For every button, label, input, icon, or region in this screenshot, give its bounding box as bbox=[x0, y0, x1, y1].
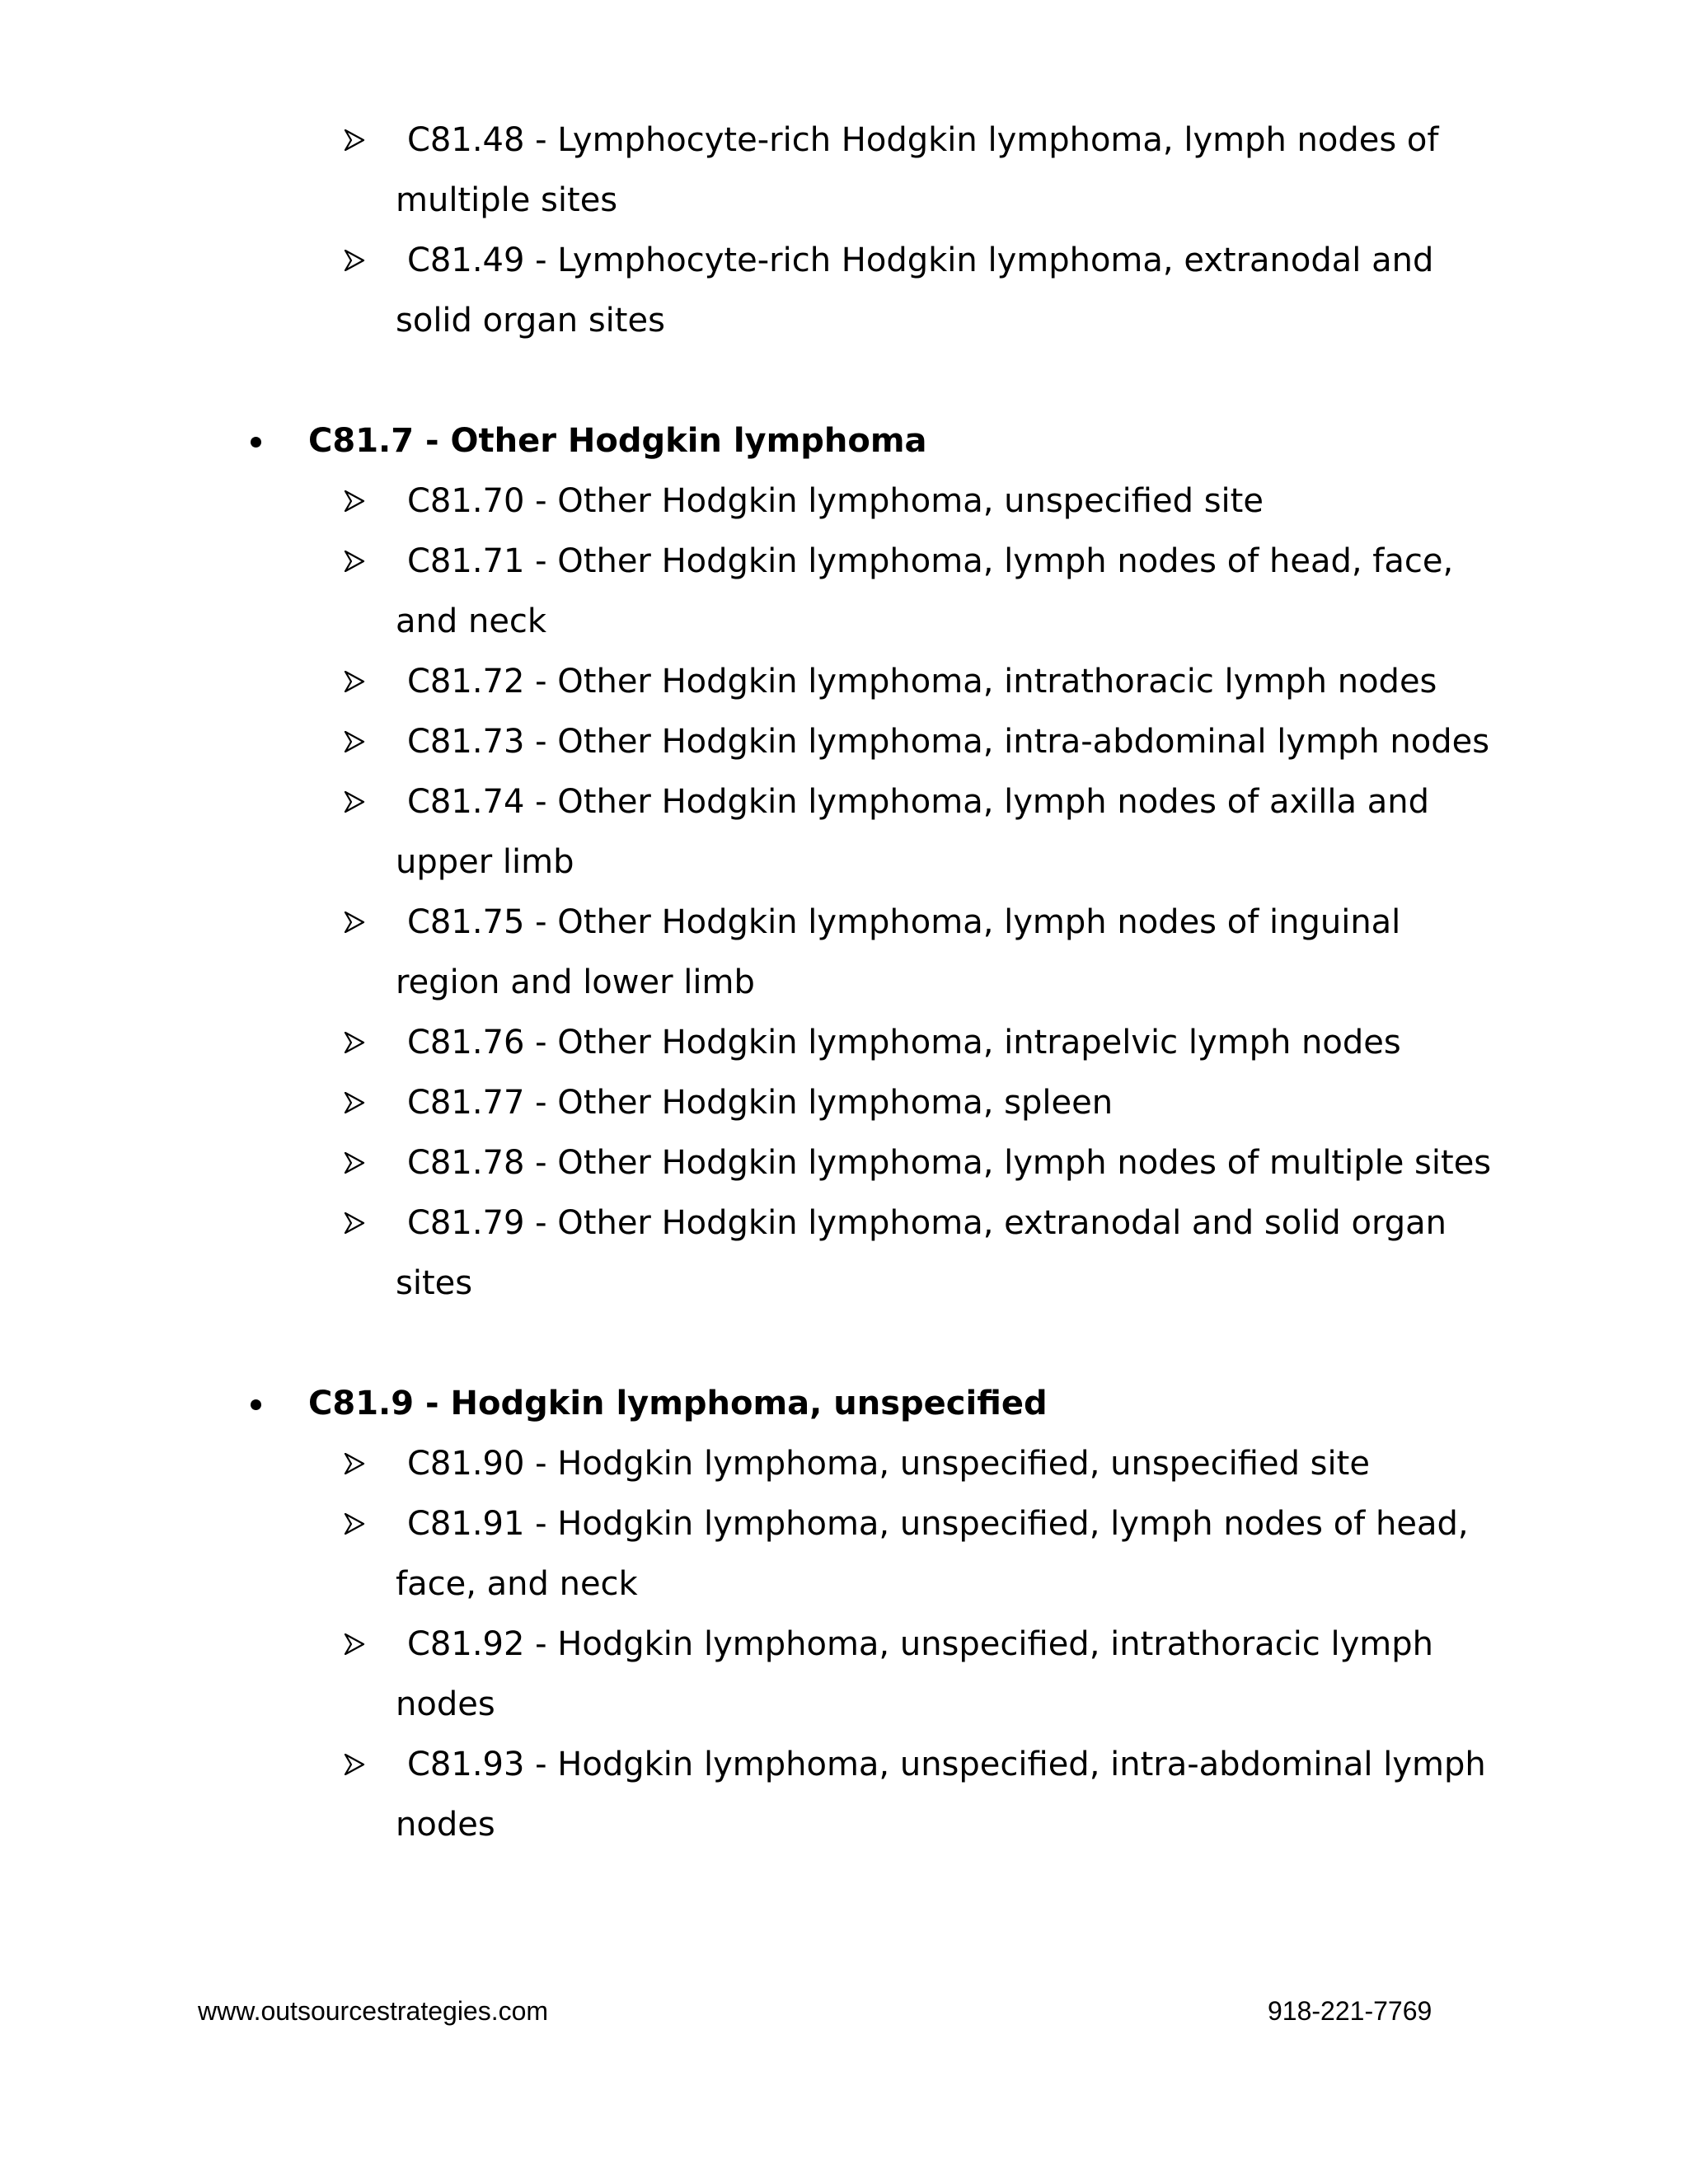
footer-phone: 918-221-7769 bbox=[1268, 1996, 1432, 2026]
section-heading bbox=[308, 411, 1688, 471]
arrow-bullet-icon bbox=[344, 1735, 368, 1795]
list-item-text: C81.92 - Hodgkin lymphoma, unspecified, intrathoracic lymph nodes bbox=[396, 1625, 1433, 1723]
list-item-text: C81.93 - Hodgkin lymphoma, unspecified, intra-abdominal lymph nodes bbox=[396, 1746, 1486, 1844]
arrow-bullet-icon bbox=[344, 110, 368, 171]
arrow-bullet-icon bbox=[344, 652, 368, 712]
list-item bbox=[396, 1615, 1504, 1735]
list-item bbox=[396, 1735, 1504, 1855]
footer-website[interactable]: www.outsourcestrategies.com bbox=[198, 1996, 549, 2026]
list-item bbox=[396, 1193, 1504, 1314]
arrow-bullet-icon bbox=[344, 1013, 368, 1073]
list-item-text: C81.79 - Other Hodgkin lymphoma, extranodal and solid organ sites bbox=[396, 1204, 1447, 1302]
section-c81-9 bbox=[0, 1374, 1688, 1855]
intro-list bbox=[0, 110, 1688, 351]
arrow-bullet-icon bbox=[344, 471, 368, 532]
list-item-text: C81.48 - Lymphocyte-rich Hodgkin lymphoma, lymph nodes of multiple sites bbox=[396, 121, 1439, 219]
arrow-bullet-icon bbox=[344, 772, 368, 832]
list-item-text: C81.71 - Other Hodgkin lymphoma, lymph nodes of head, face, and neck bbox=[396, 542, 1454, 640]
list-item-text: C81.76 - Other Hodgkin lymphoma, intrapelvic lymph nodes bbox=[407, 1024, 1401, 1062]
arrow-bullet-icon bbox=[344, 1434, 368, 1494]
arrow-bullet-icon bbox=[344, 231, 368, 291]
list-item bbox=[396, 1434, 1504, 1494]
code-list bbox=[0, 471, 1688, 1314]
list-item bbox=[396, 231, 1504, 351]
list-item-text: C81.78 - Other Hodgkin lymphoma, lymph nodes of multiple sites bbox=[407, 1144, 1492, 1182]
arrow-bullet-icon bbox=[344, 1615, 368, 1675]
arrow-bullet-icon bbox=[344, 893, 368, 953]
code-list bbox=[0, 1434, 1688, 1855]
list-item bbox=[396, 1494, 1504, 1615]
section-heading-text: C81.7 - Other Hodgkin lymphoma bbox=[308, 422, 927, 460]
list-item-text: C81.72 - Other Hodgkin lymphoma, intrathoracic lymph nodes bbox=[407, 663, 1437, 701]
list-item-text: C81.49 - Lymphocyte-rich Hodgkin lymphoma, extranodal and solid organ sites bbox=[396, 241, 1434, 340]
arrow-bullet-icon bbox=[344, 1133, 368, 1193]
arrow-bullet-icon bbox=[344, 712, 368, 772]
list-item bbox=[396, 1073, 1504, 1133]
list-item bbox=[396, 1013, 1504, 1073]
list-item bbox=[396, 471, 1504, 532]
arrow-bullet-icon bbox=[344, 1494, 368, 1554]
list-item-text: C81.70 - Other Hodgkin lymphoma, unspecified site bbox=[407, 482, 1264, 520]
section-heading bbox=[308, 1374, 1688, 1434]
section-heading-text: C81.9 - Hodgkin lymphoma, unspecified bbox=[308, 1385, 1048, 1422]
list-item bbox=[396, 1133, 1504, 1193]
list-item-text: C81.75 - Other Hodgkin lymphoma, lymph nodes of inguinal region and lower limb bbox=[396, 903, 1401, 1001]
round-bullet-icon bbox=[251, 1399, 261, 1410]
list-item-text: C81.73 - Other Hodgkin lymphoma, intra-abdominal lymph nodes bbox=[407, 723, 1490, 761]
arrow-bullet-icon bbox=[344, 1073, 368, 1133]
list-item bbox=[396, 712, 1504, 772]
list-item bbox=[396, 772, 1504, 893]
list-item bbox=[396, 652, 1504, 712]
list-item bbox=[396, 893, 1504, 1013]
list-item-text: C81.90 - Hodgkin lymphoma, unspecified, unspecified site bbox=[407, 1445, 1370, 1483]
arrow-bullet-icon bbox=[344, 532, 368, 592]
round-bullet-icon bbox=[251, 437, 261, 448]
list-item bbox=[396, 532, 1504, 652]
arrow-bullet-icon bbox=[344, 1193, 368, 1254]
list-item-text: C81.74 - Other Hodgkin lymphoma, lymph nodes of axilla and upper limb bbox=[396, 783, 1429, 881]
list-item-text: C81.91 - Hodgkin lymphoma, unspecified, lymph nodes of head, face, and neck bbox=[396, 1505, 1469, 1603]
document-body bbox=[0, 110, 1688, 1855]
section-c81-7 bbox=[0, 411, 1688, 1314]
list-item bbox=[396, 110, 1504, 231]
list-item-text: C81.77 - Other Hodgkin lymphoma, spleen bbox=[407, 1084, 1114, 1122]
